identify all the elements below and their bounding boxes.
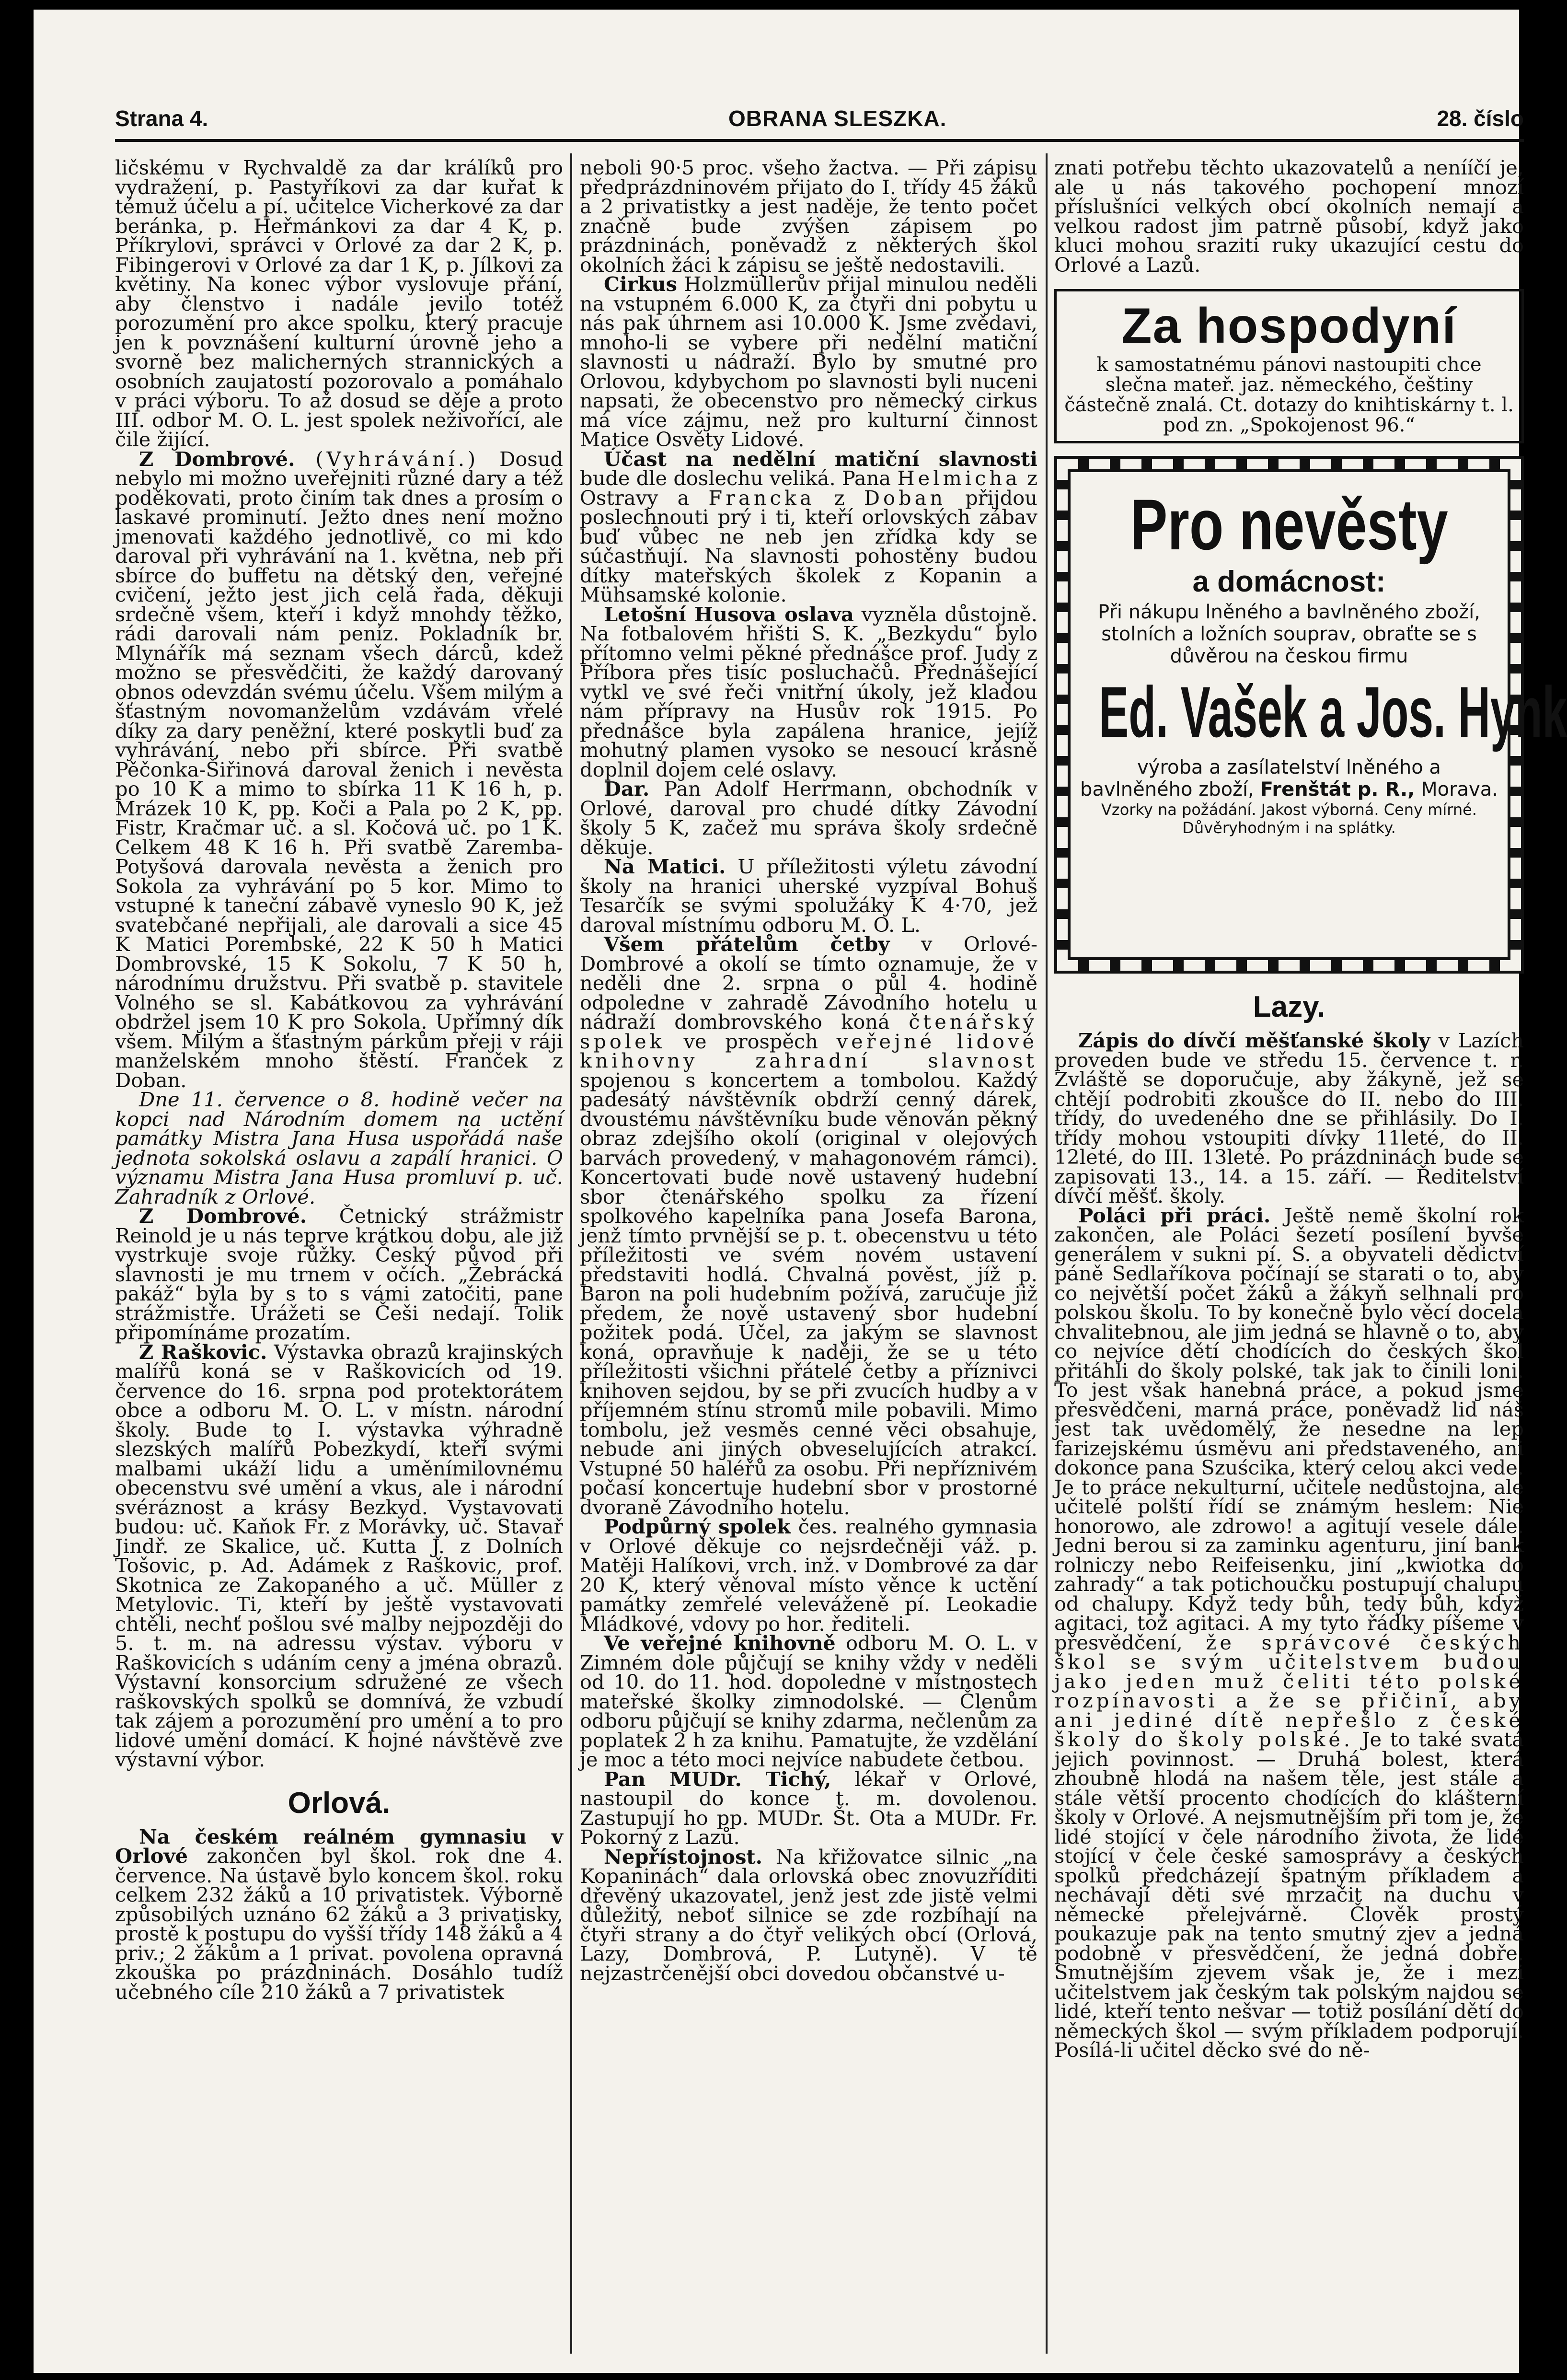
advertisement-linen	[1054, 456, 1567, 974]
article-text: Ještě nemě školní rok zakončen, ale Poláci šezetí posílení byvše generálem v sukni pí. S. a obyvateli dědictví páně Sedlaříkova počínají se starati o to, aby co největší počet žáků a žákyň selhnali pro polskou školu. To by konečně bylo věcí docela chvalitebnou, ale jim jedná se hlavně o to, aby co nejvíce dětí chodících do českých škol přitáhli do školy polské, tak jak to činili loni. To jest však hanebná práce, a pokud jsme přesvědčeni, marná práce, poněvadž lid náš jest tak uvědomělý, že nesedne na lep farizejskému úsměvu ani představeného, ani dokonce pana Szuścika, který celou akci vede. Je to práce nekulturní, učitele nedůstojna, ale učitelé polští řídí se známým heslem: Nie honorowo, ale zdrowo! a agitují vesele dále. Jedni berou si za zaminku agenturu, jiní bank rolniczy nebo Reifeisenku, jiní „kwiotka do zahrady“ a tak potichoučku postupují chalupu od chalupy. Když tedy bůh, tedy bůh, když agitaci, tož agitaci. A my tyto řádky píšeme v přesvědčení,	[1054, 1203, 1524, 1654]
article-text: Četnický strážmistr Reinold je u nás teprve krátkou dobu, ale již vystrkuje svoje růžky. Český původ při slavnosti je mu trnem v očích. „Žebrácká pakáž“ byla by s to s vámi zatočiti, pane strážmistře. Urážeti se Češi nedají. Tolik připomínáme prozatím.	[115, 1204, 563, 1344]
article-heading: Všem přátelům četby	[604, 932, 890, 956]
article-paragraph: znati potřebu těchto ukazovatelů a nenííčí je, ale u nás takového pochopení mnozí příslušníci velkých obcí okolních nemají a velkou radost jim patrně působí, když jako kluci mohou sraziti ruky ukazující cestu do Orlové a Lazů.	[1054, 156, 1524, 277]
article-paragraph	[580, 857, 1037, 935]
article-heading: Zápis do dívčí měšťanské školy	[1078, 1029, 1430, 1052]
section-title-orlova: Orlová.	[288, 1786, 391, 1820]
article-heading: Z Dombrové.	[139, 447, 295, 471]
article-text: Výstavka obrazů krajinských malířů koná se v Raškovicích od 19. července do 16. srpna pod protektorátem obce a odboru M. O. L. v místn. národní školy. Bude to I. výstavka výhradně slezských malířů Pobezkydí, kteří svými malbami ukáží lidu a uměnímilovnému obecenstvu své umění a vkus, ale i národní svéráznost a krásy Bezkyd. Vystavovati budou: uč. Kaňok Fr. z Morávky, uč. Stavař Jindř. ze Skalice, uč. Kutta J. z Dolních Tošovic, p. Ad. Adámek z Raškovic, prof. Skotnica ze Zakopaného a uč. Müller z Metylovic. Ti, kteří by ještě vystavovati chtěli, nechť pošlou své malby nejpozději do 5. t. m. na adressu výstav. výboru v Raškovicích s udáním ceny a jména obrazů. Výstavní konsorcium sdružené ze všech raškovských spolků se domnívá, že vzbudí tak zájem a porozumění pro umění a to pro lidové umění domácí. K hojné návštěvě zve výstavní výbor.	[115, 1340, 563, 1771]
article-heading: Z Raškovic.	[139, 1340, 267, 1364]
column-1	[115, 158, 563, 2354]
article-heading: Z Dombrové.	[139, 1204, 307, 1228]
article-heading: Dar.	[604, 777, 650, 801]
newspaper-title: OBRANA SLESZKA.	[728, 106, 947, 131]
article-text: z	[834, 486, 845, 510]
article-paragraph	[580, 447, 1037, 606]
article-text: spojenou s koncertem a tombolou. Každý padesátý návštěvník obdrží cenný dárek, dvoustému návštěvníku bude věnován pěkný obraz zdejšího okolí (original v olejových barvách provedený, v mahagonovém rámci). Koncertovati bude nově ustavený hudební sbor čtenářského spolku za řízení spolkového kapelníka pana Josefa Barona, jenž tímto prvnější se p. t. obecenstvu u této příležitosti ve svém novém ustavení představiti hodlá. Chvalná pověst, jíž p. Baron na poli hudebním požívá, zaručuje již předem, že nově ustavený sbor hudební požitek podá. Účel, za jakým se slavnost koná, opravňuje k naději, že se u této příležitosti všichni přátelé četby a příznivci knihoven sejdou, by se při zvucích hudby a v příjemném stínu stromů mile pobavili. Mimo tombolu, jež vesměs cenné věci obsahuje, nebude ani jiných obveselujících atrakcí. Vstupné 50 haléřů za osobu. Při nepříznivém počasí koncertuje hudební sbor v prostorné dvoraně Závodního hotelu.	[580, 1068, 1037, 1519]
article-heading: Letošní Husova oslava	[604, 602, 854, 626]
article-paragraph	[1054, 1031, 1524, 1206]
article-text: čes. realného gymnasia v Orlové děkuje co nejsrdečněji váž. p. Matěji Halíkovi, vrch. inž. v Dombrové za dar 20 K, který věnoval místo věnce k uctění památky zemřelé veleváženě pí. Leokadie Mládkové, vdovy po hor. řediteli.	[580, 1515, 1037, 1636]
header-rule	[115, 139, 1524, 142]
issue-number: 28. číslo	[1437, 106, 1524, 131]
ad-small-print: Vzorky na požádání. Jakost výborná. Ceny mírné.	[1101, 801, 1477, 819]
spaced-name: Francka	[708, 486, 815, 510]
article-paragraph	[580, 932, 1038, 1519]
article-paragraph	[115, 1204, 563, 1344]
column-2	[580, 158, 1037, 2354]
article-paragraph	[1054, 1203, 1524, 2062]
article-paragraph	[580, 1767, 1037, 1849]
article-heading: Pan MUDr. Tichý,	[604, 1767, 831, 1791]
spaced-text: veřejné lidové knihovny zahradní slavnost	[580, 1029, 1038, 1072]
article-text: Pan Adolf Herrmann, obchodník v Orlové, daroval pro chudé dítky Závodní školy 5 K, začež mu správa školy srdečně děkuje.	[580, 777, 1037, 859]
spaced-text: že správcové českých škol se svým učitelstvem budou jako jeden muž čeliti této polské rozpínavosti a že se přičiní, aby ani jediné dítě nepřešlo z české školy do školy polské.	[1054, 1630, 1524, 1751]
ad-headline: Pro nevěsty	[1130, 484, 1448, 565]
column-divider	[1046, 153, 1048, 2354]
page-number: Strana 4.	[115, 106, 208, 131]
article-heading: Nepřístojnost.	[604, 1845, 763, 1869]
article-paragraph	[580, 1517, 1037, 1634]
article-text: Dosud nebylo mi možno uveřejniti různé dary a též poděkovati, proto činím tak dnes a prosím o laskavé prominutí. Ježto dnes není možno jmenovati každého jednotlivě, co mi kdo daroval při vyhrávání na 1. května, neb při sbírce do buffetu na dětský den, veřejné cvičení, ježto jest jich celá řada, děkuji srdečně všem, kteří i když mnohdy těžko, rádi darovali nám peníz. Pokladník br. Mlynářík má seznam všech dárců, kdež možno se přesvědčiti, že každý darovaný obnos odevzdán svému účelu. Všem milým a šťastným novomanželům vzdávám vřelé díky za dary peněžní, které poskytli buď za vyhrávání, nebo při sbírce. Při svatbě Pěčonka-Šiřinová daroval ženich i nevěsta po 10 K a mimo to sbírka 11 K 16 h, p. Mrázek 10 K, pp. Koči a Pala po 2 K, pp. Fistr, Kračmar uč. a sl. Kočová uč. po 1 K. Celkem 48 K 16 h. Při svatbě Zaremba-Potyšová darovala nevěsta a ženich pro Sokola za vyhrávání po 5 kor. Mimo to vstupné k taneční zábavě vyneslo 90 K, jež svatebčané nepřijali, ale darovali a sice 45 K Matici Porembské, 22 K 50 h Matici Dombrovské, 15 K Sokolu, 7 K 50 h, národnímu družstvu. Při svatbě p. stavitele Volného se sl. Kabátkovou za vyhrávání obdržel jsem 10 K pro Sokola. Upřímný dík všem. Milým a šťastným párkům přeji v ráji manželském mnoho štěstí. Franček z Doban.	[115, 447, 563, 1092]
spaced-name: Doban	[864, 486, 946, 510]
article-text: přijdou poslechnouti prý i ti, kteří orlovských zábav buď vůbec ne neb jen zřídka kdy se súčastňují. Na slavnosti pohostěny budou dítky mateřských školek z Kopanin a Mühsamské kolonie.	[580, 486, 1037, 606]
ad-brand-name: Ed. Vašek a Jos. Hynk	[1099, 672, 1567, 752]
article-heading: Poláci při práci.	[1078, 1203, 1271, 1227]
ad-small-print: Důvěryhodným i na splátky.	[1182, 819, 1396, 837]
newspaper-page	[34, 10, 1567, 2373]
column-3	[1054, 156, 1567, 2354]
article-text: Je to také svatá jejich povinnost. — Druhá bolest, která zhoubně hlodá na našem těle, jest stále a stále větší procento chodících do klášterní školy v Orlové. A nejsmutnějším při tom je, že lidé stojící v čele národního života, že lidé stojící v čele české samosprávy a českých spolků předcházejí špatným příkladem a nechávají děti své mrzačit na duchu v německé přelejvárně. Člověk prostý poukazuje pak na tento smutný zjev a jedná podobně v přesvědčení, že jedná dobře. Smutnějším zjevem však je, že i mezi učitelstvem jak českým tak polským najdou se lidé, kteří tento nešvar — totiž posílání dětí do německých škol — svým příkladem podporují. Posílá-li učitel děcko své do ně-	[1054, 1728, 1524, 2062]
column-divider	[570, 153, 572, 2354]
spaced-name: Helmicha	[897, 466, 1021, 490]
ad-location: Frenštát p. R.,	[1260, 778, 1415, 801]
article-text: v Lazích proveden bude ve středu 15. července t. r. Zvláště se doporučuje, aby žákyně, jež se chtějí podrobiti zkoušce do II. nebo do III. třídy, do uvedeného dne se přihlásily. Do I. třídy mohou vstoupiti dívky 11leté, do II. 12leté, do III. 13leté. Po prázdninách bude se zapisovati 13., 14. a 15. září. — Ředitelství dívčí měšť. školy.	[1054, 1029, 1524, 1207]
article-text: vyzněla důstojně. Na fotbalovém hřišti S. K. „Bezkydu“ bylo přítomno velmi pěkné přednášce prof. Judy z Příbora přes tisíc posluchačů. Přednášející vytkl ve své řeči vnitřní úkoly, jež kladou nám přípravy na Husův rok 1915. Po přednášce byla zapálena hranice, jejíž mohutný plamen vysoko se nesoucí krásně doplnil dojem celé oslavy.	[580, 602, 1037, 781]
classified-ad-housekeeper	[1054, 289, 1524, 443]
article-heading: Na Matici.	[604, 855, 726, 878]
article-text: bude dle doslechu veliká. Pana	[580, 466, 891, 490]
article-heading: Ve veřejné knihovně	[604, 1631, 836, 1655]
article-paragraph	[580, 272, 1037, 451]
ad-text-part: Morava.	[1421, 778, 1498, 801]
article-text: lékař v Orlové, nastoupil do konce t. m. dovolenou. Zastupují ho pp. MUDr. Št. Ota a MUDr. Fr. Pokorný z Lazů.	[580, 1767, 1037, 1849]
section-title-lazy: Lazy.	[1253, 990, 1325, 1023]
ad-text: Při nákupu lněného a bavlněného zboží, stolních a ložních souprav, obraťte se s důvěrou na českou firmu	[1098, 601, 1480, 667]
article-text: U příležitosti výletu závodní školy na hranici uherské vyzpíval Bohuš Tesarčík se svými spolužáky K 4·70, jež daroval místnímu odboru M. O. L.	[580, 855, 1037, 937]
ad-title: Za hospodyní	[1121, 298, 1457, 354]
article-paragraph: neboli 90·5 proc. všeho žactva. — Při zápisu předprázdninovém přijato do I. třídy 45 žáků a 2 privatistky a jest naděje, že tento počet značně bude zvýšen zápisem po prázdninách, poněvadž z některých škol okolních žáci k zápisu se ještě nedostavili.	[580, 156, 1037, 277]
article-heading: Účast na nedělní matiční slavnosti	[604, 447, 1037, 471]
ad-text	[1078, 756, 1500, 801]
article-paragraph	[580, 602, 1037, 781]
article-tag: (Vyhrávání.)	[315, 447, 479, 471]
article-paragraph	[115, 1824, 563, 2004]
ad-text: k samostatnému pánovi nastoupiti chce slečna mateř. jaz. německého, češtiny částečně znalá. Ct. dotazy do knihtiskárny t. l. pod zn. „Spokojenost 96.“	[1064, 354, 1514, 436]
article-paragraph	[580, 779, 1037, 857]
article-paragraph	[580, 1631, 1037, 1771]
article-text: zakončen byl škol. rok dne 4. července. Na ústavě bylo koncem škol. roku celkem 232 žáků a 10 privatistek. Výborně způsobilých uznáno 62 žáků a 3 privatisky, prostě k postupu do vyšší třídy 148 žáků a 4 priv.; 2 žákům a 1 privat. povolena opravná zkouška po prázdninách. Dosáhlo tudíž učebného cíle 210 žáků a 7 privatistek	[115, 1844, 563, 2004]
article-heading: Na českém reálném gymnasiu v Orlové	[115, 1824, 563, 1868]
article-text: odboru M. O. L. v Zimném dole půjčují se knihy vždy v neděli od 10. do 11. hod. dopoledne v místnostech mateřské školky zimnodolské. — Členům odboru půjčují se knihy zdarma, nečlenům za poplatek 2 h za knihu. Pamatujte, že vzdělání je moc a této moci nejvíce nabudete četbou.	[580, 1631, 1037, 1771]
article-text: v Orlové-Dombrové a okolí se tímto oznamuje, že v neděli dne 2. srpna o půl 4. hodině odpoledne v zahradě Závodního hotelu u nádraží dombrovského koná	[580, 932, 1037, 1033]
article-paragraph	[115, 1340, 563, 1771]
ad-text-part: výroba a zasílatelství lněného a bavlněného zboží,	[1080, 756, 1441, 801]
article-text: z Ostravy a	[580, 466, 1037, 510]
article-text: Na křižovatce silnic „na Kopaninách“ dala orlovská obec znovuzříditi dřevěný ukazovatel, jenž jest zde jistě velmi důležitý, neboť silnice se zde rozbíhají na čtyři strany a do čtyř velikých obcí (Orlová, Lazy, Dombrová, P. Lutyně). V tě nejzastrčenější obci dovedou občanstvé u-	[580, 1845, 1037, 1985]
page-header	[115, 105, 1524, 144]
article-heading: Podpůrný spolek	[604, 1515, 791, 1538]
article-text: ve prospěch	[683, 1029, 818, 1053]
ad-content	[1078, 482, 1567, 947]
article-paragraph: ličskému v Rychvaldě za dar králíků pro vydražení, p. Pastyříkovi za dar kuřat k témuž účelu a pí. učitelce Vicherkové za dar beránka, p. Heřmánkovi za dar 4 K, p. Příkrylovi, správci v Orlové za dar 2 K, p. Fibingerovi v Orlové za dar 1 K, p. Jílkovi za květiny. Na konec výbor vyslovuje přání, aby členstvo i nadále jevilo totéž porozumění pro akce spolku, který pracuje jen k povznášení kulturní úrovně jeho a svorně bez malicherných strannických a osobních zaujatostí pozorovalo a pomáhalo v práci výboru. To až dosud se děje a proto III. odbor M. O. L. jest spolek neživořící, ale čile žijící.	[115, 156, 563, 451]
spaced-text: čtenářský spolek	[580, 1010, 1037, 1053]
article-text: Holzmüllerův přijal minulou neděli na vstupném 6.000 K, za čtyři dni pobytu u nás pak úhrnem asi 10.000 K. Jsme zvědavi, mnoho-li se vybere při nedělní matiční slavnosti u nádraží. Bylo by smutné pro Orlovou, kdybychom po slavnosti byli nuceni napsati, že obecenstvo pro německý cirkus má více zájmu, než pro kulturní činnost Matice Osvěty Lidové.	[580, 272, 1037, 451]
ad-subheadline: a domácnost:	[1192, 565, 1386, 598]
article-heading: Cirkus	[604, 272, 677, 296]
article-paragraph	[580, 1847, 1037, 1984]
article-paragraph	[115, 447, 563, 1092]
announcement-italic: Dne 11. července o 8. hodině večer na kopci nad Národním domem na uctění památky Mistra Jana Husa uspořádá naše jednota sokolská oslavu a zapálí hranici. O významu Mistra Jana Husa promluví p. uč. Zahradník z Orlové.	[115, 1088, 563, 1208]
